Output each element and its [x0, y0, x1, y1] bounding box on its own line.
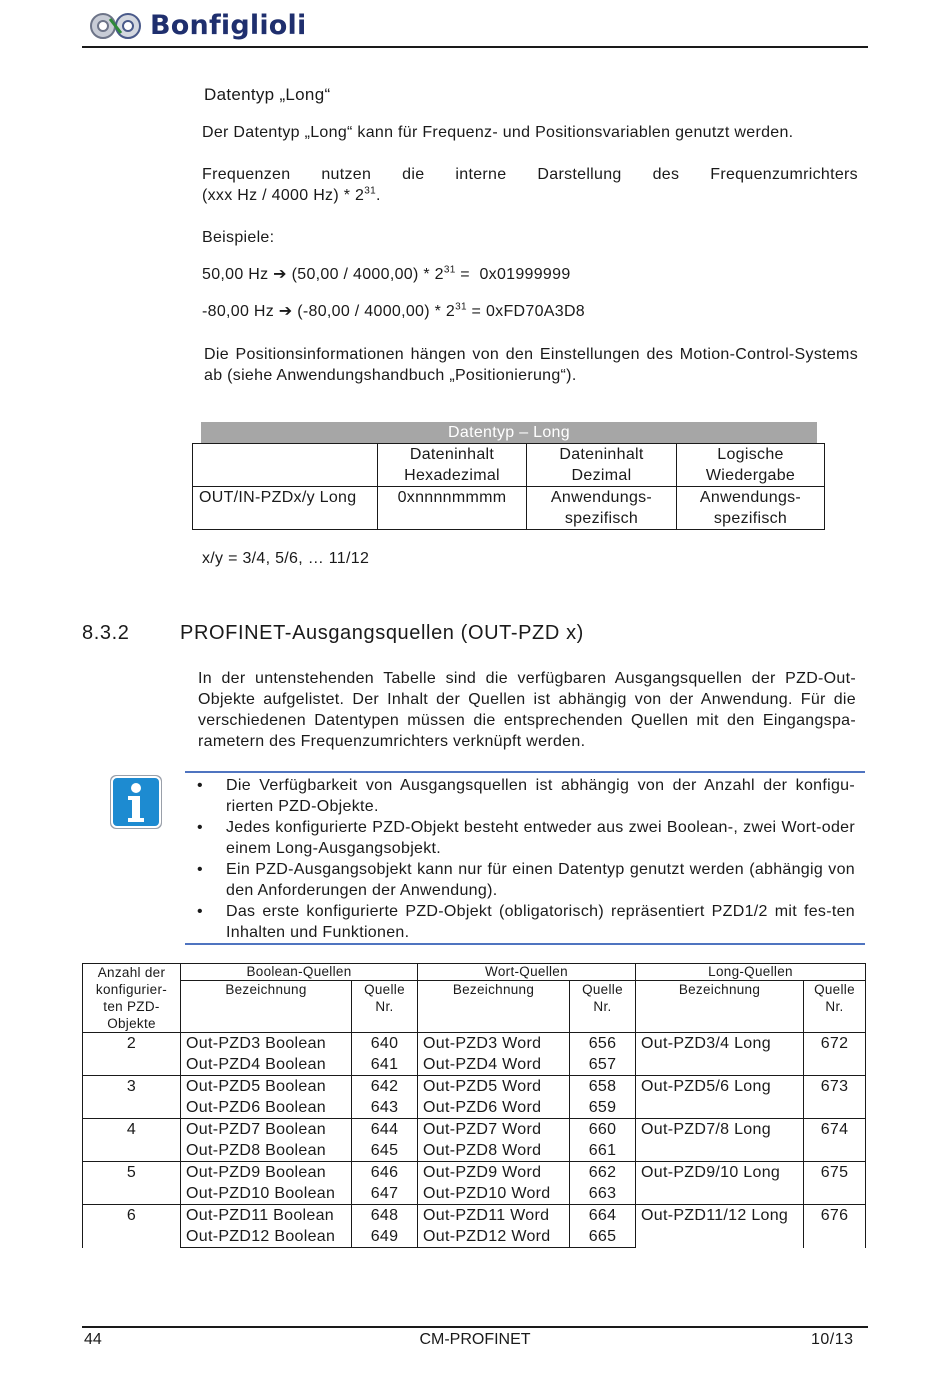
boolean-name-cell: Out-PZD6 Boolean	[181, 1097, 352, 1119]
word-name-cell: Out-PZD11 Word	[418, 1205, 570, 1227]
word-source-cell: 656	[570, 1033, 636, 1055]
bullet-dot-icon: •	[197, 777, 203, 794]
paragraph-long-usage: Der Datentyp „Long“ kann für Frequenz- und Positionsvariablen genutzt werden.	[202, 124, 794, 141]
long-name-cell: Out-PZD9/10 Long	[636, 1162, 804, 1205]
word-source-cell: 660	[570, 1119, 636, 1141]
boolean-name-cell: Out-PZD3 Boolean	[181, 1033, 352, 1055]
frequency-line-1	[202, 164, 858, 185]
long-table-col-hex: Dateninhalt Hexadezimal	[378, 444, 527, 487]
example-2-result: = 0xFD70A3D8	[466, 303, 585, 320]
boolean-source-cell: 640	[352, 1033, 418, 1055]
word-name-cell: Out-PZD6 Word	[418, 1097, 570, 1119]
header-long-name: Bezeichnung	[636, 981, 804, 1033]
bonfiglioli-gears-icon	[88, 11, 146, 41]
word-name-cell: Out-PZD7 Word	[418, 1119, 570, 1141]
sources-table-body	[83, 1033, 866, 1248]
word-source-cell: 664	[570, 1205, 636, 1227]
word-name-cell: Out-PZD8 Word	[418, 1140, 570, 1162]
example-2-formula: -80,00 Hz ➔ (-80,00 / 4000,00) * 2	[202, 303, 456, 320]
table-row	[83, 1205, 866, 1227]
section-number: 8.3.2	[82, 622, 130, 644]
header-word-sources: Wort-Quellen	[418, 964, 636, 981]
long-table-row-hex: 0xnnnnmmmm	[378, 487, 527, 530]
frequency-word: die	[402, 166, 425, 183]
boolean-name-cell: Out-PZD12 Boolean	[181, 1226, 352, 1248]
boolean-source-cell: 649	[352, 1226, 418, 1248]
brand-name: Bonfiglioli	[150, 10, 307, 41]
frequency-exponent: 31	[364, 185, 376, 197]
word-name-cell: Out-PZD10 Word	[418, 1183, 570, 1205]
long-name-cell: Out-PZD7/8 Long	[636, 1119, 804, 1162]
boolean-source-cell: 644	[352, 1119, 418, 1141]
example-1	[202, 264, 571, 285]
table-row	[83, 1033, 866, 1055]
frequency-period: .	[375, 187, 381, 204]
word-source-cell: 658	[570, 1076, 636, 1098]
word-source-cell: 665	[570, 1226, 636, 1248]
boolean-source-cell: 642	[352, 1076, 418, 1098]
brand-logo	[88, 10, 306, 41]
boolean-name-cell: Out-PZD11 Boolean	[181, 1205, 352, 1227]
word-name-cell: Out-PZD12 Word	[418, 1226, 570, 1248]
boolean-name-cell: Out-PZD8 Boolean	[181, 1140, 352, 1162]
boolean-source-cell: 643	[352, 1097, 418, 1119]
bullet-dot-icon: •	[197, 903, 203, 920]
long-name-cell: Out-PZD3/4 Long	[636, 1033, 804, 1076]
long-table-row-logic: Anwendungs-spezifisch	[677, 487, 825, 530]
boolean-name-cell: Out-PZD10 Boolean	[181, 1183, 352, 1205]
word-name-cell: Out-PZD5 Word	[418, 1076, 570, 1098]
footer-date: 10/13	[811, 1331, 854, 1348]
frequency-word: nutzen	[321, 166, 372, 183]
info-bullet-4-text: Das erste konfigurierte PZD-Objekt (obligatorisch) repräsentiert PZD1/2 mit fes-ten Inhalten und Funktionen.	[226, 903, 855, 941]
info-bullet-3	[185, 859, 855, 901]
long-source-cell: 674	[804, 1119, 866, 1162]
example-2	[202, 301, 585, 322]
frequency-word: Darstellung	[537, 166, 622, 183]
paragraph-frequency	[202, 164, 858, 206]
bullet-dot-icon: •	[197, 819, 203, 836]
long-table-col-logic: Logische Wiedergabe	[677, 444, 825, 487]
word-name-cell: Out-PZD3 Word	[418, 1033, 570, 1055]
long-name-cell: Out-PZD11/12 Long	[636, 1205, 804, 1248]
pzd-count-cell: 6	[83, 1205, 181, 1248]
long-table-title-bar	[201, 422, 817, 443]
output-sources-table	[82, 963, 866, 1248]
boolean-name-cell: Out-PZD7 Boolean	[181, 1119, 352, 1141]
long-table-row-label: OUT/IN-PZDx/y Long	[193, 487, 378, 530]
header-word-src: Quelle Nr.	[570, 981, 636, 1033]
boolean-source-cell: 648	[352, 1205, 418, 1227]
info-icon	[109, 774, 163, 830]
info-bullet-1	[185, 775, 855, 817]
frequency-line-2	[202, 185, 858, 206]
examples-label: Beispiele:	[202, 229, 275, 246]
header-bool-name: Bezeichnung	[181, 981, 352, 1033]
frequency-formula: (xxx Hz / 4000 Hz) * 2	[202, 187, 365, 204]
example-1-exponent: 31	[443, 264, 456, 276]
paragraph-position-info: Die Positionsinformationen hängen von den Einstellungen des Motion-Control-Systems ab (siehe Anwendungshandbuch „Positionierung“).	[204, 346, 858, 384]
section-intro: In der untenstehenden Tabelle sind die verfügbaren Ausgangsquellen der PZD-Out-Objekte aufgelistet. Der Inhalt der Quellen ist abhängig von der Anwendung. Für die verschiedenen Datentypen müssen die entsprechenden Quellen mit den Eingangspa-rametern des Frequenzumrichters verknüpft werden.	[198, 670, 856, 750]
long-table-row	[193, 487, 825, 530]
sources-header-row-2	[83, 981, 866, 1033]
frequency-word: interne	[455, 166, 507, 183]
table-row	[83, 1119, 866, 1141]
boolean-name-cell: Out-PZD5 Boolean	[181, 1076, 352, 1098]
header-rule	[82, 46, 868, 48]
long-data-table	[192, 443, 825, 530]
example-1-formula: 50,00 Hz ➔ (50,00 / 4000,00) * 2	[202, 266, 444, 283]
boolean-source-cell: 647	[352, 1183, 418, 1205]
long-table-row-dec: Anwendungs-spezifisch	[527, 487, 677, 530]
info-bullet-4	[185, 901, 855, 943]
frequency-word: des	[652, 166, 680, 183]
boolean-source-cell: 641	[352, 1054, 418, 1076]
long-name-cell: Out-PZD5/6 Long	[636, 1076, 804, 1119]
header-word-name: Bezeichnung	[418, 981, 570, 1033]
pzd-count-cell: 4	[83, 1119, 181, 1162]
section-heading-long: Datentyp „Long“	[204, 85, 331, 104]
word-source-cell: 662	[570, 1162, 636, 1184]
boolean-name-cell: Out-PZD4 Boolean	[181, 1054, 352, 1076]
header-pzd-count: Anzahl der konfigurier-ten PZD-Objekte	[83, 964, 181, 1033]
header-long-sources: Long-Quellen	[636, 964, 866, 981]
boolean-source-cell: 646	[352, 1162, 418, 1184]
pzd-count-cell: 2	[83, 1033, 181, 1076]
index-note: x/y = 3/4, 5/6, … 11/12	[202, 550, 370, 567]
long-source-cell: 672	[804, 1033, 866, 1076]
info-bullet-list	[185, 775, 855, 943]
long-table-header-row	[193, 444, 825, 487]
info-bullet-2-text: Jedes konfigurierte PZD-Objekt besteht entweder aus zwei Boolean-, zwei Wort-oder einem Long-Ausgangsobjekt.	[226, 819, 855, 857]
example-2-exponent: 31	[455, 301, 467, 313]
table-row	[83, 1076, 866, 1098]
footer-document: CM-PROFINET	[419, 1331, 531, 1348]
long-table-col-dec: Dateninhalt Dezimal	[527, 444, 677, 487]
table-row	[83, 1162, 866, 1184]
boolean-source-cell: 645	[352, 1140, 418, 1162]
long-source-cell: 675	[804, 1162, 866, 1205]
example-1-result: = 0x01999999	[455, 266, 571, 283]
header-bool-src: Quelle Nr.	[352, 981, 418, 1033]
header-long-src: Quelle Nr.	[804, 981, 866, 1033]
header-boolean-sources: Boolean-Quellen	[181, 964, 418, 981]
pzd-count-cell: 5	[83, 1162, 181, 1205]
footer-rule	[82, 1326, 868, 1328]
word-source-cell: 663	[570, 1183, 636, 1205]
frequency-word: Frequenzen	[202, 166, 291, 183]
word-source-cell: 659	[570, 1097, 636, 1119]
info-bullet-2	[185, 817, 855, 859]
pzd-count-cell: 3	[83, 1076, 181, 1119]
bullet-dot-icon: •	[197, 861, 203, 878]
word-source-cell: 657	[570, 1054, 636, 1076]
section-title: PROFINET-Ausgangsquellen (OUT-PZD x)	[180, 622, 584, 644]
footer-page-number: 44	[84, 1331, 102, 1348]
long-source-cell: 673	[804, 1076, 866, 1119]
info-bullet-3-text: Ein PZD-Ausgangsobjekt kann nur für einen Datentyp genutzt werden (abhängig von den Anforderungen der Anwendung).	[226, 861, 855, 899]
word-name-cell: Out-PZD4 Word	[418, 1054, 570, 1076]
long-table-empty-cell	[193, 444, 378, 487]
long-source-cell: 676	[804, 1205, 866, 1248]
boolean-name-cell: Out-PZD9 Boolean	[181, 1162, 352, 1184]
word-name-cell: Out-PZD9 Word	[418, 1162, 570, 1184]
info-bullet-1-text: Die Verfügbarkeit von Ausgangsquellen ist abhängig von der Anzahl der konfigu-rierten PZD-Objekte.	[226, 777, 855, 815]
long-table-title: Datentyp – Long	[448, 424, 570, 441]
sources-header-row-1	[83, 964, 866, 981]
word-source-cell: 661	[570, 1140, 636, 1162]
frequency-word: Frequenzumrichters	[710, 166, 858, 183]
